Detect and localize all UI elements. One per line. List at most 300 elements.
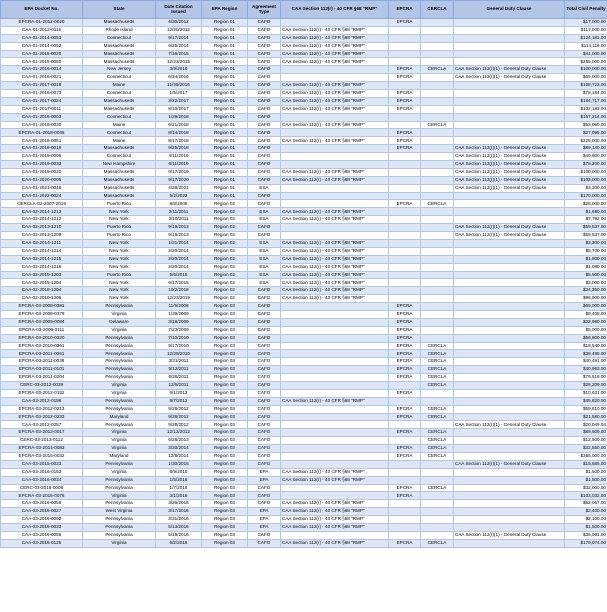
agreement-cell[interactable]: CAFO [248, 413, 281, 421]
docket-cell[interactable]: CAA-01-2014-0052 [1, 42, 83, 50]
gdc-cell[interactable] [454, 500, 565, 508]
epcra-cell[interactable]: EPCRA [389, 19, 421, 27]
epcra-cell[interactable]: EPCRA [389, 445, 421, 453]
cercla-cell[interactable] [421, 176, 454, 184]
date-cell[interactable]: 5/12/2011 [156, 366, 202, 374]
date-cell[interactable]: 2/20/2014 [156, 263, 202, 271]
state-cell[interactable]: Massachusetts [83, 97, 156, 105]
epcra-cell[interactable]: EPCRA [389, 145, 421, 153]
docket-cell[interactable]: CAA-01-2012-0115 [1, 26, 83, 34]
agreement-cell[interactable]: CAFO [248, 97, 281, 105]
docket-cell[interactable]: CAA-02-2015-1204 [1, 279, 83, 287]
state-cell[interactable]: Connecticut [83, 90, 156, 98]
epcra-cell[interactable] [389, 508, 421, 516]
date-cell[interactable]: 7/23/2009 [156, 326, 202, 334]
cercla-cell[interactable]: CERCLA [421, 374, 454, 382]
date-cell[interactable]: 5/2/2022 [156, 192, 202, 200]
gdc-cell[interactable] [454, 208, 565, 216]
date-cell[interactable]: 2/20/2014 [156, 247, 202, 255]
cercla-cell[interactable] [421, 468, 454, 476]
penalty-cell[interactable]: $365,000.00 [565, 452, 607, 460]
penalty-cell[interactable]: $7,792.00 [565, 216, 607, 224]
penalty-cell[interactable]: $255,000.00 [565, 58, 607, 66]
agreement-cell[interactable]: CAFO [248, 90, 281, 98]
gdc-cell[interactable] [454, 90, 565, 98]
date-cell[interactable]: 1/30/2015 [156, 460, 202, 468]
penalty-cell[interactable]: $78,200.00 [565, 161, 607, 169]
agreement-cell[interactable]: CAFO [248, 137, 281, 145]
docket-cell[interactable]: EPCRA-03-2008-0381 [1, 303, 83, 311]
cercla-cell[interactable] [421, 303, 454, 311]
date-cell[interactable]: 12/20/2012 [156, 26, 202, 34]
gdc-cell[interactable] [454, 121, 565, 129]
epcra-cell[interactable] [389, 255, 421, 263]
state-cell[interactable]: Puerto Rico [83, 224, 156, 232]
epcra-cell[interactable] [389, 58, 421, 66]
region-cell[interactable]: Region 02 [202, 295, 248, 303]
cercla-cell[interactable] [421, 224, 454, 232]
cercla-cell[interactable] [421, 389, 454, 397]
agreement-cell[interactable]: CAFO [248, 334, 281, 342]
agreement-cell[interactable]: CAFO [248, 287, 281, 295]
cercla-cell[interactable]: CERCLA [421, 121, 454, 129]
date-cell[interactable]: 8/14/2018 [156, 129, 202, 137]
penalty-cell[interactable]: $1,500.00 [565, 468, 607, 476]
date-cell[interactable]: 9/26/2012 [156, 413, 202, 421]
agreement-cell[interactable]: CAFO [248, 445, 281, 453]
penalty-cell[interactable]: $9,408.00 [565, 310, 607, 318]
epcra-cell[interactable] [389, 42, 421, 50]
epcra-cell[interactable]: EPCRA [389, 334, 421, 342]
rmp-cell[interactable] [281, 66, 389, 74]
epcra-cell[interactable] [389, 460, 421, 468]
agreement-cell[interactable]: CAFO [248, 405, 281, 413]
rmp-cell[interactable] [281, 19, 389, 27]
cercla-cell[interactable] [421, 310, 454, 318]
state-cell[interactable]: Massachusetts [83, 42, 156, 50]
docket-cell[interactable]: CAA-03-2016-0027 [1, 508, 83, 516]
epcra-cell[interactable] [389, 239, 421, 247]
epcra-cell[interactable]: EPCRA [389, 366, 421, 374]
gdc-cell[interactable] [454, 34, 565, 42]
region-cell[interactable]: Region 03 [202, 413, 248, 421]
state-cell[interactable]: Virginia [83, 437, 156, 445]
gdc-cell[interactable] [454, 42, 565, 50]
region-cell[interactable]: Region 02 [202, 247, 248, 255]
rmp-cell[interactable] [281, 421, 389, 429]
rmp-cell[interactable] [281, 192, 389, 200]
agreement-cell[interactable]: CAFO [248, 176, 281, 184]
agreement-cell[interactable]: CAFO [248, 531, 281, 539]
rmp-cell[interactable]: CAA Section 112(r) - 40 CFR §68 "RMP" [281, 263, 389, 271]
gdc-cell[interactable]: CAA Section 112(r)(1) - General Duty Clause [454, 421, 565, 429]
docket-cell[interactable]: CAA-01-2016-0014 [1, 66, 83, 74]
state-cell[interactable]: Rhode Island [83, 26, 156, 34]
rmp-cell[interactable]: CAA Section 112(r) - 40 CFR §68 "RMP" [281, 524, 389, 532]
region-cell[interactable]: Region 03 [202, 389, 248, 397]
state-cell[interactable]: New York [83, 216, 156, 224]
agreement-cell[interactable]: CAFO [248, 303, 281, 311]
penalty-cell[interactable]: $108,723.00 [565, 82, 607, 90]
agreement-cell[interactable]: EPA [248, 468, 281, 476]
date-cell[interactable]: 9/26/2012 [156, 405, 202, 413]
epcra-cell[interactable] [389, 263, 421, 271]
state-cell[interactable]: Virginia [83, 468, 156, 476]
agreement-cell[interactable]: CAFO [248, 192, 281, 200]
region-cell[interactable]: Region 03 [202, 303, 248, 311]
region-cell[interactable]: Region 02 [202, 255, 248, 263]
rmp-cell[interactable] [281, 334, 389, 342]
state-cell[interactable]: New Jersey [83, 66, 156, 74]
docket-cell[interactable]: CAA-02-2019-1205 [1, 295, 83, 303]
date-cell[interactable]: 6/17/2015 [156, 279, 202, 287]
gdc-cell[interactable]: CAA Section 112(r)(1) - General Duty Clause [454, 153, 565, 161]
state-cell[interactable]: Virginia [83, 492, 156, 500]
docket-cell[interactable]: CAA-01-2017-0024 [1, 97, 83, 105]
agreement-cell[interactable]: CAFO [248, 113, 281, 121]
penalty-cell[interactable]: $15,685.00 [565, 460, 607, 468]
cercla-cell[interactable] [421, 168, 454, 176]
docket-cell[interactable]: CAA-02-2014-1211 [1, 239, 83, 247]
region-cell[interactable]: Region 01 [202, 26, 248, 34]
date-cell[interactable]: 3/18/2009 [156, 318, 202, 326]
penalty-cell[interactable]: $89,609.00 [565, 429, 607, 437]
penalty-cell[interactable]: $2,400.00 [565, 508, 607, 516]
penalty-cell[interactable]: $184,717.00 [565, 97, 607, 105]
cercla-cell[interactable]: CERCLA [421, 437, 454, 445]
epcra-cell[interactable] [389, 247, 421, 255]
docket-cell[interactable]: EPCRA-03-2012-0233 [1, 413, 83, 421]
cercla-cell[interactable] [421, 42, 454, 50]
penalty-cell[interactable]: $40,491.00 [565, 358, 607, 366]
gdc-cell[interactable] [454, 279, 565, 287]
penalty-cell[interactable]: $1,800.00 [565, 255, 607, 263]
cercla-cell[interactable] [421, 26, 454, 34]
date-cell[interactable]: 3/31/2011 [156, 358, 202, 366]
penalty-cell[interactable]: $40,963.00 [565, 366, 607, 374]
date-cell[interactable]: 7/10/2010 [156, 334, 202, 342]
agreement-cell[interactable]: CAFO [248, 66, 281, 74]
rmp-cell[interactable] [281, 145, 389, 153]
cercla-cell[interactable] [421, 326, 454, 334]
gdc-cell[interactable]: CAA Section 112(r)(1) - General Duty Clause [454, 161, 565, 169]
state-cell[interactable]: New York [83, 255, 156, 263]
docket-cell[interactable]: EPCRA-03-2009-0084 [1, 318, 83, 326]
rmp-cell[interactable]: CAA Section 112(r) - 40 CFR §68 "RMP" [281, 208, 389, 216]
cercla-cell[interactable] [421, 216, 454, 224]
epcra-cell[interactable]: EPCRA [389, 129, 421, 137]
agreement-cell[interactable]: CAFO [248, 421, 281, 429]
gdc-cell[interactable] [454, 295, 565, 303]
region-cell[interactable]: Region 02 [202, 200, 248, 208]
gdc-cell[interactable] [454, 129, 565, 137]
col-header-penalty[interactable]: Total Civil Penalty [565, 1, 607, 19]
penalty-cell[interactable]: $22,980.00 [565, 318, 607, 326]
gdc-cell[interactable] [454, 26, 565, 34]
rmp-cell[interactable]: CAA Section 112(r) - 40 CFR §68 "RMP" [281, 295, 389, 303]
gdc-cell[interactable] [454, 381, 565, 389]
cercla-cell[interactable] [421, 318, 454, 326]
epcra-cell[interactable] [389, 192, 421, 200]
gdc-cell[interactable] [454, 263, 565, 271]
docket-cell[interactable]: CAA-01-2014-0051 [1, 34, 83, 42]
region-cell[interactable]: Region 03 [202, 318, 248, 326]
docket-cell[interactable]: CAA-01-2017-0011 [1, 105, 83, 113]
epcra-cell[interactable]: EPCRA [389, 492, 421, 500]
penalty-cell[interactable]: $124,181.00 [565, 34, 607, 42]
gdc-cell[interactable]: CAA Section 112(r)(1) - General Duty Clause [454, 145, 565, 153]
date-cell[interactable]: 4/11/2019 [156, 153, 202, 161]
epcra-cell[interactable] [389, 468, 421, 476]
docket-cell[interactable]: EPCRA-03-2010-0320 [1, 334, 83, 342]
docket-cell[interactable]: EPCRA-03-2009-0111 [1, 326, 83, 334]
region-cell[interactable]: Region 03 [202, 508, 248, 516]
cercla-cell[interactable] [421, 184, 454, 192]
region-cell[interactable]: Region 03 [202, 468, 248, 476]
penalty-cell[interactable]: $34,350.00 [565, 287, 607, 295]
state-cell[interactable]: Virginia [83, 381, 156, 389]
date-cell[interactable]: 9/19/2013 [156, 232, 202, 240]
region-cell[interactable]: Region 03 [202, 366, 248, 374]
agreement-cell[interactable]: CAFO [248, 19, 281, 27]
cercla-cell[interactable] [421, 492, 454, 500]
date-cell[interactable]: 3/26/2016 [156, 500, 202, 508]
gdc-cell[interactable] [454, 50, 565, 58]
epcra-cell[interactable]: EPCRA [389, 350, 421, 358]
docket-cell[interactable]: EPCRA-03-2012-0213 [1, 405, 83, 413]
state-cell[interactable]: Pennsylvania [83, 516, 156, 524]
cercla-cell[interactable] [421, 397, 454, 405]
region-cell[interactable]: Region 01 [202, 129, 248, 137]
gdc-cell[interactable] [454, 216, 565, 224]
penalty-cell[interactable]: $76,518.00 [565, 374, 607, 382]
docket-cell[interactable]: CAA-02-2014-1214 [1, 247, 83, 255]
docket-cell[interactable]: CAA-03-2016-0092 [1, 516, 83, 524]
date-cell[interactable]: 3/9/2016 [156, 66, 202, 74]
state-cell[interactable]: Massachusetts [83, 19, 156, 27]
state-cell[interactable]: Puerto Rico [83, 271, 156, 279]
gdc-cell[interactable] [454, 539, 565, 547]
epcra-cell[interactable] [389, 232, 421, 240]
agreement-cell[interactable]: CAFO [248, 484, 281, 492]
docket-cell[interactable]: EPCRA-03-2011-0204 [1, 374, 83, 382]
penalty-cell[interactable]: $117,000.00 [565, 26, 607, 34]
docket-cell[interactable]: CAA-01-2018-0030 [1, 121, 83, 129]
gdc-cell[interactable] [454, 326, 565, 334]
rmp-cell[interactable]: CAA Section 112(r) - 40 CFR §68 "RMP" [281, 468, 389, 476]
region-cell[interactable]: Region 02 [202, 271, 248, 279]
agreement-cell[interactable]: CAFO [248, 492, 281, 500]
docket-cell[interactable]: CAA-01-2016-0073 [1, 90, 83, 98]
rmp-cell[interactable] [281, 492, 389, 500]
agreement-cell[interactable]: EPA [248, 516, 281, 524]
gdc-cell[interactable] [454, 405, 565, 413]
date-cell[interactable]: 1/7/2016 [156, 484, 202, 492]
agreement-cell[interactable]: CAFO [248, 58, 281, 66]
epcra-cell[interactable] [389, 295, 421, 303]
penalty-cell[interactable]: $20,049.04 [565, 421, 607, 429]
state-cell[interactable]: Massachusetts [83, 105, 156, 113]
state-cell[interactable]: Virginia [83, 310, 156, 318]
epcra-cell[interactable]: EPCRA [389, 405, 421, 413]
docket-cell[interactable]: CAA-02-2013-1210 [1, 224, 83, 232]
penalty-cell[interactable]: $179,074.00 [565, 539, 607, 547]
agreement-cell[interactable]: CAFO [248, 500, 281, 508]
col-header-cercla[interactable]: CERCLA [421, 1, 454, 19]
state-cell[interactable]: Pennsylvania [83, 342, 156, 350]
docket-cell[interactable]: CAA-03-2012-0198 [1, 397, 83, 405]
penalty-cell[interactable]: $65,000.00 [565, 74, 607, 82]
state-cell[interactable]: New York [83, 247, 156, 255]
epcra-cell[interactable] [389, 208, 421, 216]
epcra-cell[interactable] [389, 500, 421, 508]
gdc-cell[interactable] [454, 287, 565, 295]
epcra-cell[interactable] [389, 397, 421, 405]
gdc-cell[interactable] [454, 492, 565, 500]
penalty-cell[interactable]: $100,000.00 [565, 168, 607, 176]
region-cell[interactable]: Region 03 [202, 350, 248, 358]
state-cell[interactable]: Pennsylvania [83, 500, 156, 508]
epcra-cell[interactable]: EPCRA [389, 484, 421, 492]
region-cell[interactable]: Region 02 [202, 224, 248, 232]
region-cell[interactable]: Region 03 [202, 531, 248, 539]
date-cell[interactable]: 1/5/2017 [156, 90, 202, 98]
date-cell[interactable]: 4/28/2021 [156, 184, 202, 192]
state-cell[interactable]: Puerto Rico [83, 200, 156, 208]
penalty-cell[interactable]: $18,540.00 [565, 342, 607, 350]
rmp-cell[interactable]: CAA Section 112(r) - 40 CFR §68 "RMP" [281, 500, 389, 508]
rmp-cell[interactable]: CAA Section 112(r) - 40 CFR §68 "RMP" [281, 397, 389, 405]
epcra-cell[interactable]: EPCRA [389, 389, 421, 397]
epcra-cell[interactable] [389, 421, 421, 429]
agreement-cell[interactable]: CAFO [248, 437, 281, 445]
agreement-cell[interactable]: EPA [248, 508, 281, 516]
date-cell[interactable]: 2/11/2011 [156, 208, 202, 216]
cercla-cell[interactable] [421, 287, 454, 295]
docket-cell[interactable]: CAA-02-2014-1216 [1, 263, 83, 271]
gdc-cell[interactable] [454, 366, 565, 374]
gdc-cell[interactable]: CAA Section 112(r)(1) - General Duty Clause [454, 224, 565, 232]
cercla-cell[interactable]: CERCLA [421, 405, 454, 413]
state-cell[interactable]: Virginia [83, 389, 156, 397]
docket-cell[interactable]: EPCRA-01-2018-0045 [1, 129, 83, 137]
region-cell[interactable]: Region 01 [202, 153, 248, 161]
region-cell[interactable]: Region 01 [202, 19, 248, 27]
epcra-cell[interactable]: EPCRA [389, 539, 421, 547]
gdc-cell[interactable] [454, 429, 565, 437]
gdc-cell[interactable] [454, 310, 565, 318]
docket-cell[interactable]: EPCRA-03-2014-0083 [1, 445, 83, 453]
epcra-cell[interactable]: EPCRA [389, 105, 421, 113]
penalty-cell[interactable]: $21,580.00 [565, 413, 607, 421]
cercla-cell[interactable] [421, 500, 454, 508]
date-cell[interactable]: 6/1/2012 [156, 389, 202, 397]
agreement-cell[interactable]: ESA [248, 263, 281, 271]
region-cell[interactable]: Region 03 [202, 484, 248, 492]
penalty-cell[interactable]: $52,067.00 [565, 500, 607, 508]
state-cell[interactable]: Connecticut [83, 113, 156, 121]
docket-cell[interactable]: CAA-02-2013-1209 [1, 232, 83, 240]
penalty-cell[interactable]: $157,214.00 [565, 113, 607, 121]
epcra-cell[interactable]: EPCRA [389, 90, 421, 98]
rmp-cell[interactable] [281, 303, 389, 311]
rmp-cell[interactable]: CAA Section 112(r) - 40 CFR §68 "RMP" [281, 137, 389, 145]
date-cell[interactable]: 5/13/2016 [156, 524, 202, 532]
date-cell[interactable]: 8/17/2018 [156, 137, 202, 145]
penalty-cell[interactable]: $55,537.00 [565, 224, 607, 232]
penalty-cell[interactable]: $3,300.00 [565, 184, 607, 192]
agreement-cell[interactable]: CAFO [248, 34, 281, 42]
penalty-cell[interactable]: $5,500.00 [565, 271, 607, 279]
penalty-cell[interactable]: $5,000.00 [565, 326, 607, 334]
agreement-cell[interactable]: CAFO [248, 326, 281, 334]
agreement-cell[interactable]: CAFO [248, 318, 281, 326]
agreement-cell[interactable]: ESA [248, 184, 281, 192]
docket-cell[interactable]: EPCRA-03-2013-0017 [1, 429, 83, 437]
state-cell[interactable]: Pennsylvania [83, 421, 156, 429]
col-header-state[interactable]: State [83, 1, 156, 19]
rmp-cell[interactable]: CAA Section 112(r) - 40 CFR §68 "RMP" [281, 34, 389, 42]
rmp-cell[interactable]: CAA Section 112(r) - 40 CFR §68 "RMP" [281, 50, 389, 58]
gdc-cell[interactable] [454, 239, 565, 247]
region-cell[interactable]: Region 02 [202, 239, 248, 247]
rmp-cell[interactable] [281, 310, 389, 318]
region-cell[interactable]: Region 03 [202, 500, 248, 508]
docket-cell[interactable]: CAA-01-2021-0046 [1, 184, 83, 192]
rmp-cell[interactable] [281, 161, 389, 169]
docket-cell[interactable]: CAA-01-2022-0024 [1, 192, 83, 200]
region-cell[interactable]: Region 01 [202, 105, 248, 113]
epcra-cell[interactable] [389, 476, 421, 484]
date-cell[interactable]: 6/11/2019 [156, 161, 202, 169]
cercla-cell[interactable] [421, 19, 454, 27]
docket-cell[interactable]: CAA-01-2015-0020 [1, 50, 83, 58]
date-cell[interactable]: 5/6/2015 [156, 271, 202, 279]
rmp-cell[interactable] [281, 531, 389, 539]
cercla-cell[interactable] [421, 232, 454, 240]
date-cell[interactable]: 4/30/2012 [156, 19, 202, 27]
agreement-cell[interactable]: CAFO [248, 129, 281, 137]
cercla-cell[interactable] [421, 90, 454, 98]
epcra-cell[interactable]: EPCRA [389, 310, 421, 318]
cercla-cell[interactable]: CERCLA [421, 358, 454, 366]
state-cell[interactable]: Puerto Rico [83, 232, 156, 240]
state-cell[interactable]: Massachusetts [83, 168, 156, 176]
epcra-cell[interactable] [389, 26, 421, 34]
agreement-cell[interactable]: CAFO [248, 295, 281, 303]
cercla-cell[interactable] [421, 531, 454, 539]
docket-cell[interactable]: CERC-03-2016-0008 [1, 484, 83, 492]
region-cell[interactable]: Region 03 [202, 460, 248, 468]
rmp-cell[interactable] [281, 74, 389, 82]
docket-cell[interactable]: CAA-03-2016-0162 [1, 468, 83, 476]
agreement-cell[interactable]: CAFO [248, 452, 281, 460]
cercla-cell[interactable]: CERCLA [421, 342, 454, 350]
docket-cell[interactable]: CAA-03-2012-0257 [1, 421, 83, 429]
gdc-cell[interactable] [454, 97, 565, 105]
date-cell[interactable]: 3/1/2016 [156, 492, 202, 500]
gdc-cell[interactable] [454, 397, 565, 405]
state-cell[interactable]: Pennsylvania [83, 350, 156, 358]
docket-cell[interactable]: CAA-03-2016-0033 [1, 524, 83, 532]
docket-cell[interactable]: EPCRA-03-2011-0061 [1, 350, 83, 358]
col-header-date[interactable]: Date Citation Issued [156, 1, 202, 19]
cercla-cell[interactable] [421, 239, 454, 247]
epcra-cell[interactable] [389, 279, 421, 287]
region-cell[interactable]: Region 02 [202, 279, 248, 287]
region-cell[interactable]: Region 03 [202, 452, 248, 460]
date-cell[interactable]: 8/7/2012 [156, 397, 202, 405]
